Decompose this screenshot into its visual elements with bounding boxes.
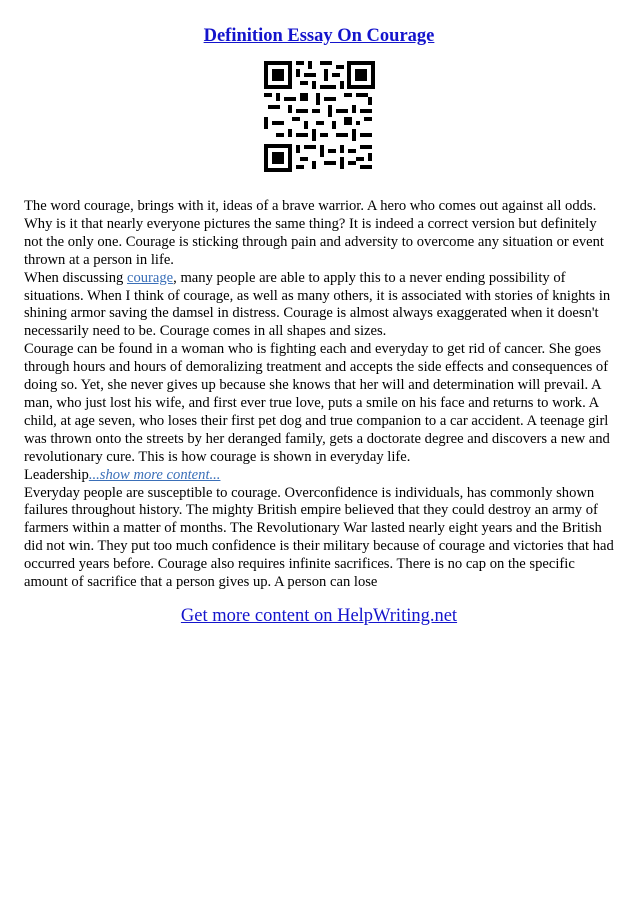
paragraph-4 (24, 467, 616, 485)
qr-code-icon (264, 61, 375, 172)
paragraph-2 (24, 270, 616, 342)
get-more-content-link[interactable]: Get more content on HelpWriting.net (180, 606, 458, 626)
courage-link[interactable]: courage (126, 269, 174, 286)
essay-body (24, 198, 616, 592)
paragraph-1: The word courage, brings with it, ideas of a brave warrior. A hero who comes out against all odds. Why is it that nearly everyone pictures the same thing? It is indeed a correct version but definitely not the only one. Courage is sticking through pain and adversity to overcome any situation or event thrown at a person in life. (24, 198, 604, 268)
footer-block (0, 604, 638, 628)
document-title-block (0, 24, 638, 48)
paragraph-4-lead: Leadership (24, 466, 89, 483)
document-title-link[interactable]: Definition Essay On Courage (203, 26, 435, 46)
show-more-link[interactable]: ...show more content... (88, 466, 221, 483)
paragraph-2-lead: When discussing (24, 269, 127, 286)
paragraph-5: Everyday people are susceptible to courage. Overconfidence is individuals, has commonly shown failures throughout history. The mighty British empire believed that they could destroy an army of farmers within a matter of months. The Revolutionary War lasted nearly eight years and the British did not win. They put too much confidence is their military because of courage and victories that had occurred years before. Courage also requires infinite sacrifices. There is no cap on the specific amount of sacrifice that a person gives up. A person can lose (24, 484, 614, 591)
paragraph-2-rest: , many people are able to apply this to a never ending possibility of situations. When I think of courage, as well as many others, it is associated with stories of knights in shining armor saving the damsel in distress. Courage is almost always exaggerated when it doesn't necessarily need to be. Courage comes in all shapes and sizes. (24, 269, 611, 340)
paragraph-3: Courage can be found in a woman who is fighting each and everyday to get rid of cancer. She goes through hours and hours of demoralizing treatment and accepts the side effects and consequences of doing so. Yet, she never gives up because she knows that her will and determination will prevail. A man, who just lost his wife, and first ever true love, puts a smile on his face and returns to work. A child, at age seven, who loses their first pet dog and true companion to a car accident. A teenage girl was thrown onto the streets by her deranged family, gets a doctorate degree and discovers a new and revolutionary cure. This is how courage is shown in everyday life. (24, 341, 610, 465)
